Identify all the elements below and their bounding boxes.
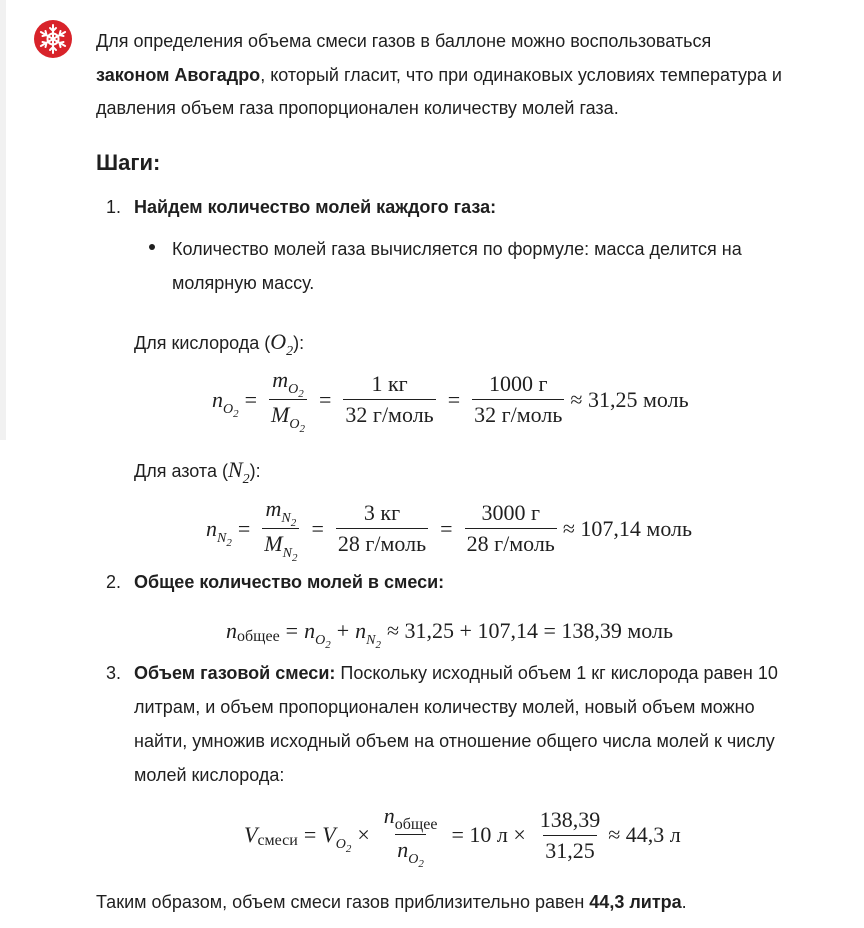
- eq-n2-lhs: $n_{N_2}$: [206, 515, 232, 549]
- conclusion-result-bold: 44,3 литра: [589, 892, 682, 912]
- conclusion-line: Таким образом, объем смеси газов приблизительно равен 44,3 литра.: [96, 892, 687, 912]
- step-3-line-4: молей кислорода:: [134, 765, 285, 785]
- eq-o2-result: ≈ 31,25 моль: [570, 386, 689, 412]
- n2-symbol: $N_2$: [227, 457, 250, 487]
- oxygen-moles-equation: $n_{O_2}$ = $\frac{m_{O_2}}{M_{O_2}}$ = $\frac{1 кг}{\text{32 г/моль}}$ = $\frac{1000 г}{\text{32 г/моль}}$ ≈ 31,25 моль: [212, 367, 689, 435]
- o2-symbol: $O_2$: [270, 329, 294, 359]
- eq-v-frac-values: $\frac{138,39}{31,25}$: [539, 806, 601, 863]
- total-moles-equation: n общее = $n_{O_2}$ + $n_{N_2}$ ≈ 31,25 + 107,14 = 138,39 моль: [226, 618, 674, 651]
- bullet-line-1: Количество молей газа вычисляется по формуле: масса делится на: [172, 239, 742, 259]
- intro-line-2: законом Авогадро, который гласит, что при одинаковых условиях температура и: [96, 65, 782, 85]
- step-3-line-2: литрам, и объем пропорционален количеству молей, новый объем можно: [134, 697, 755, 717]
- eq-o2-lhs: $n_{O_2}$: [212, 386, 239, 420]
- eq-o2-frac-3: $\frac{1000 г}{\text{32 г/моль}}$: [474, 371, 563, 427]
- eq-n2-frac-1: $\frac{m_{N_2}}{M_{N_2}}$: [264, 496, 298, 564]
- snowflake-logo-icon: [34, 20, 72, 58]
- intro-line-3: давления объем газа пропорционален количеству молей газа.: [96, 98, 619, 118]
- eq-v-result: ≈ 44,3 л: [608, 822, 681, 847]
- step-3-line-1: Объем газовой смеси: Поскольку исходный объем 1 кг кислорода равен 10: [134, 663, 778, 683]
- bullet-dot: [149, 244, 155, 250]
- oxygen-label: Для кислорода $(O_2)$:: [134, 329, 305, 359]
- eq-n2-frac-3: $\frac{3000 г}{\text{28 г/моль}}$: [466, 500, 555, 556]
- step-3-line-3: найти, умножив исходный объем на отношение общего числа молей к числу: [134, 731, 775, 751]
- left-edge-strip: [0, 0, 6, 440]
- step-2-number: 2.: [106, 572, 122, 592]
- step-1-title: Найдем количество молей каждого газа:: [134, 197, 497, 217]
- step-3-number: 3.: [106, 663, 122, 683]
- avogadro-law-bold: законом Авогадро: [96, 65, 261, 85]
- mixture-volume-equation: V смеси = $V_{O_2}$ × $\frac{n_{общее}}{n_{O_2}}$ = 10 л × $\frac{138,39}{31,25}$ ≈ 44,3 л: [244, 803, 681, 870]
- bullet-line-2: молярную массу.: [172, 273, 315, 293]
- intro-line-1: Для определения объема смеси газов в баллоне можно воспользоваться: [96, 31, 712, 51]
- eq-n2-result: ≈ 107,14 моль: [562, 515, 693, 541]
- assistant-avatar: [34, 20, 72, 58]
- nitrogen-label: Для азота $(N_2)$:: [134, 457, 261, 487]
- steps-heading: Шаги:: [96, 150, 161, 175]
- eq-o2-frac-1: $\frac{m_{O_2}}{M_{O_2}}$: [271, 367, 305, 435]
- step-2-title: Общее количество молей в смеси:: [134, 572, 445, 592]
- eq-v-frac-moles: $\frac{n_{общее}}{n_{O_2}}$: [383, 803, 438, 870]
- eq-o2-frac-2: $\frac{1 кг}{\text{32 г/моль}}$: [345, 371, 434, 427]
- step-1-number: 1.: [106, 197, 122, 217]
- nitrogen-moles-equation: $n_{N_2}$ = $\frac{m_{N_2}}{M_{N_2}}$ = $\frac{3 кг}{\text{28 г/моль}}$ = $\frac{3000 г}{\text{28 г/моль}}$ ≈ 107,14 моль: [206, 496, 693, 564]
- eq-n2-frac-2: $\frac{3 кг}{\text{28 г/моль}}$: [337, 500, 427, 556]
